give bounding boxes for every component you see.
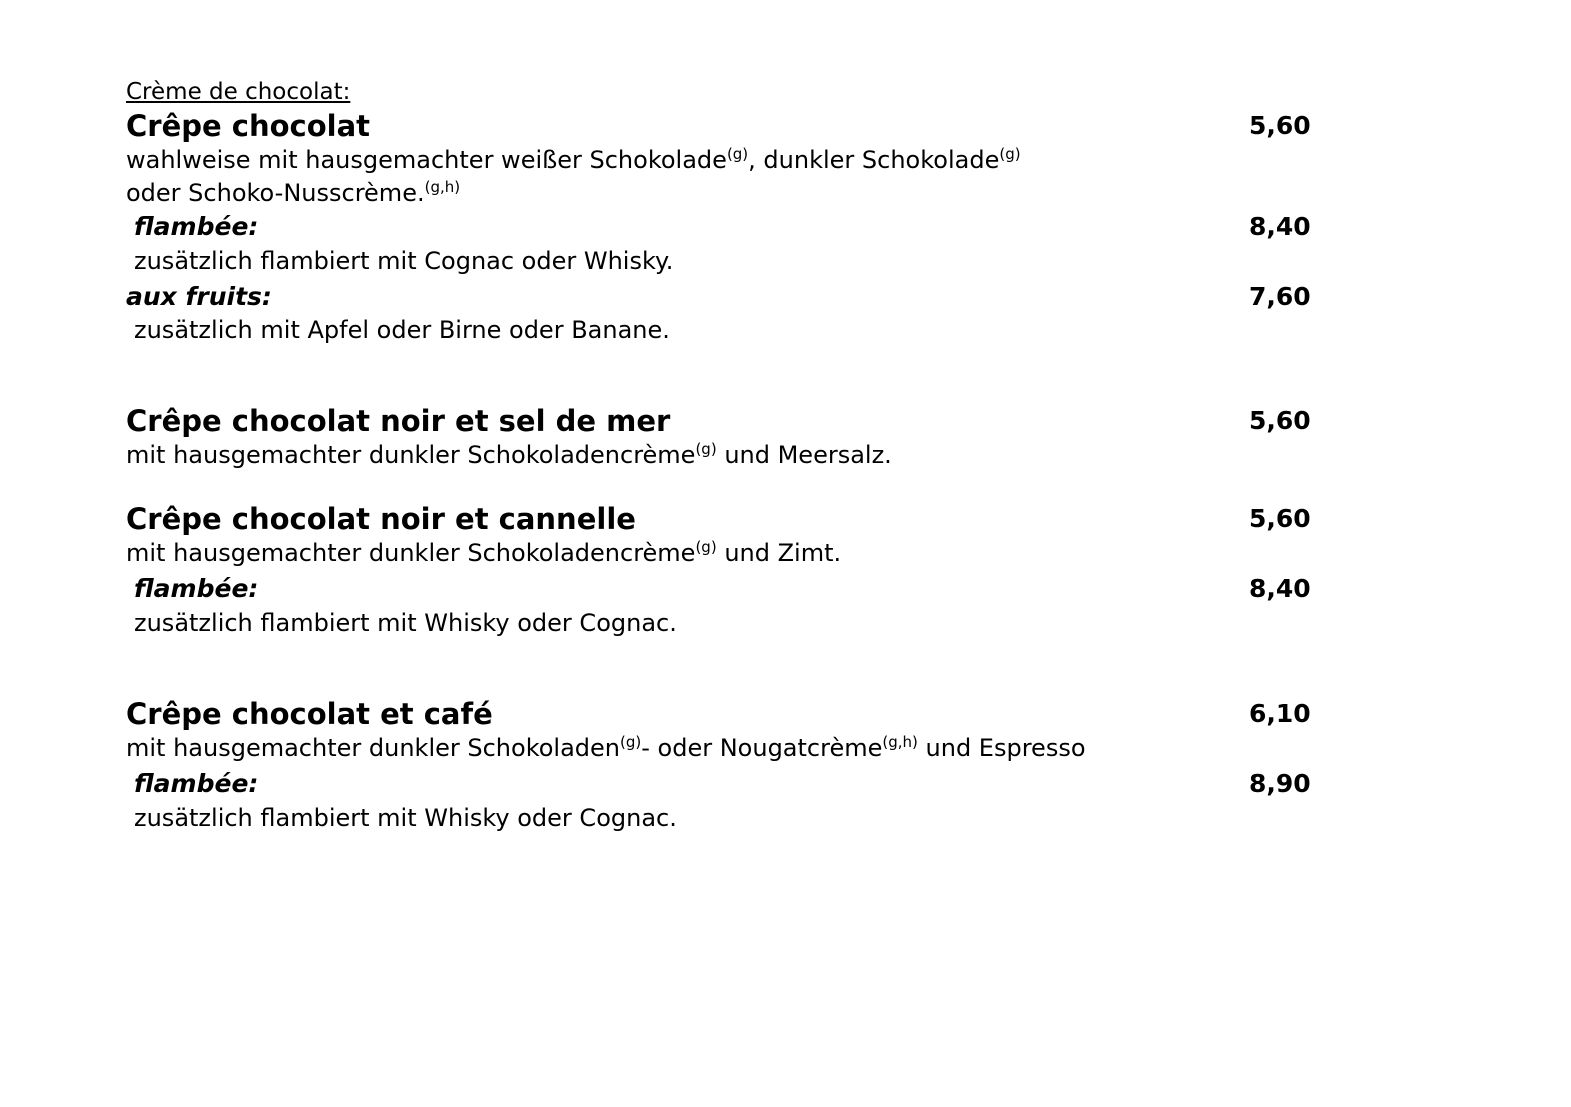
option-label: flambée: — [134, 769, 259, 798]
option-description: zusätzlich flambiert mit Cognac oder Whisky. — [134, 247, 674, 275]
option-price: 8,40 — [1249, 212, 1311, 241]
item-price: 5,60 — [1249, 406, 1311, 435]
item-name: Crêpe chocolat noir et cannelle — [126, 502, 636, 536]
option-label: flambée: — [134, 574, 259, 603]
item-price: 5,60 — [1249, 504, 1311, 533]
item-price: 6,10 — [1249, 699, 1311, 728]
allergen-note: (g,h) — [424, 178, 461, 196]
option-price: 8,40 — [1249, 574, 1311, 603]
item-description: mit hausgemachter dunkler Schokoladencrème$^{(g)}$ und Meersalz. — [126, 440, 892, 469]
item-price: 5,60 — [1249, 111, 1311, 140]
allergen-note: (g) — [695, 538, 717, 556]
item-description: wahlweise mit hausgemachter weißer Schokolade$^{(g)}$, dunkler Schokolade$^{(g)}$ — [126, 145, 1021, 174]
option-description: zusätzlich flambiert mit Whisky oder Cognac. — [134, 609, 677, 637]
allergen-note: (g) — [620, 733, 642, 751]
item-description: oder Schoko-Nusscrème.$^{(g,h)}$ — [126, 178, 461, 207]
option-description: zusätzlich flambiert mit Whisky oder Cognac. — [134, 804, 677, 832]
option-description: zusätzlich mit Apfel oder Birne oder Banane. — [134, 316, 670, 344]
item-description: mit hausgemachter dunkler Schokoladen$^{(g)}$- oder Nougatcrème$^{(g,h)}$ und Espresso — [126, 733, 1086, 762]
item-description: mit hausgemachter dunkler Schokoladencrème$^{(g)}$ und Zimt. — [126, 538, 842, 567]
allergen-note: (g) — [999, 145, 1021, 163]
option-label: flambée: — [134, 212, 259, 241]
allergen-note: (g) — [726, 145, 749, 163]
option-price: 8,90 — [1249, 769, 1311, 798]
item-name: Crêpe chocolat — [126, 109, 371, 143]
option-price: 7,60 — [1249, 282, 1311, 311]
allergen-note: (g,h) — [882, 733, 918, 751]
item-name: Crêpe chocolat noir et sel de mer — [126, 404, 671, 438]
option-label: aux fruits: — [126, 282, 272, 311]
item-name: Crêpe chocolat et café — [126, 697, 493, 731]
section-title: Crème de chocolat: — [126, 79, 351, 105]
allergen-note: (g) — [695, 440, 717, 458]
